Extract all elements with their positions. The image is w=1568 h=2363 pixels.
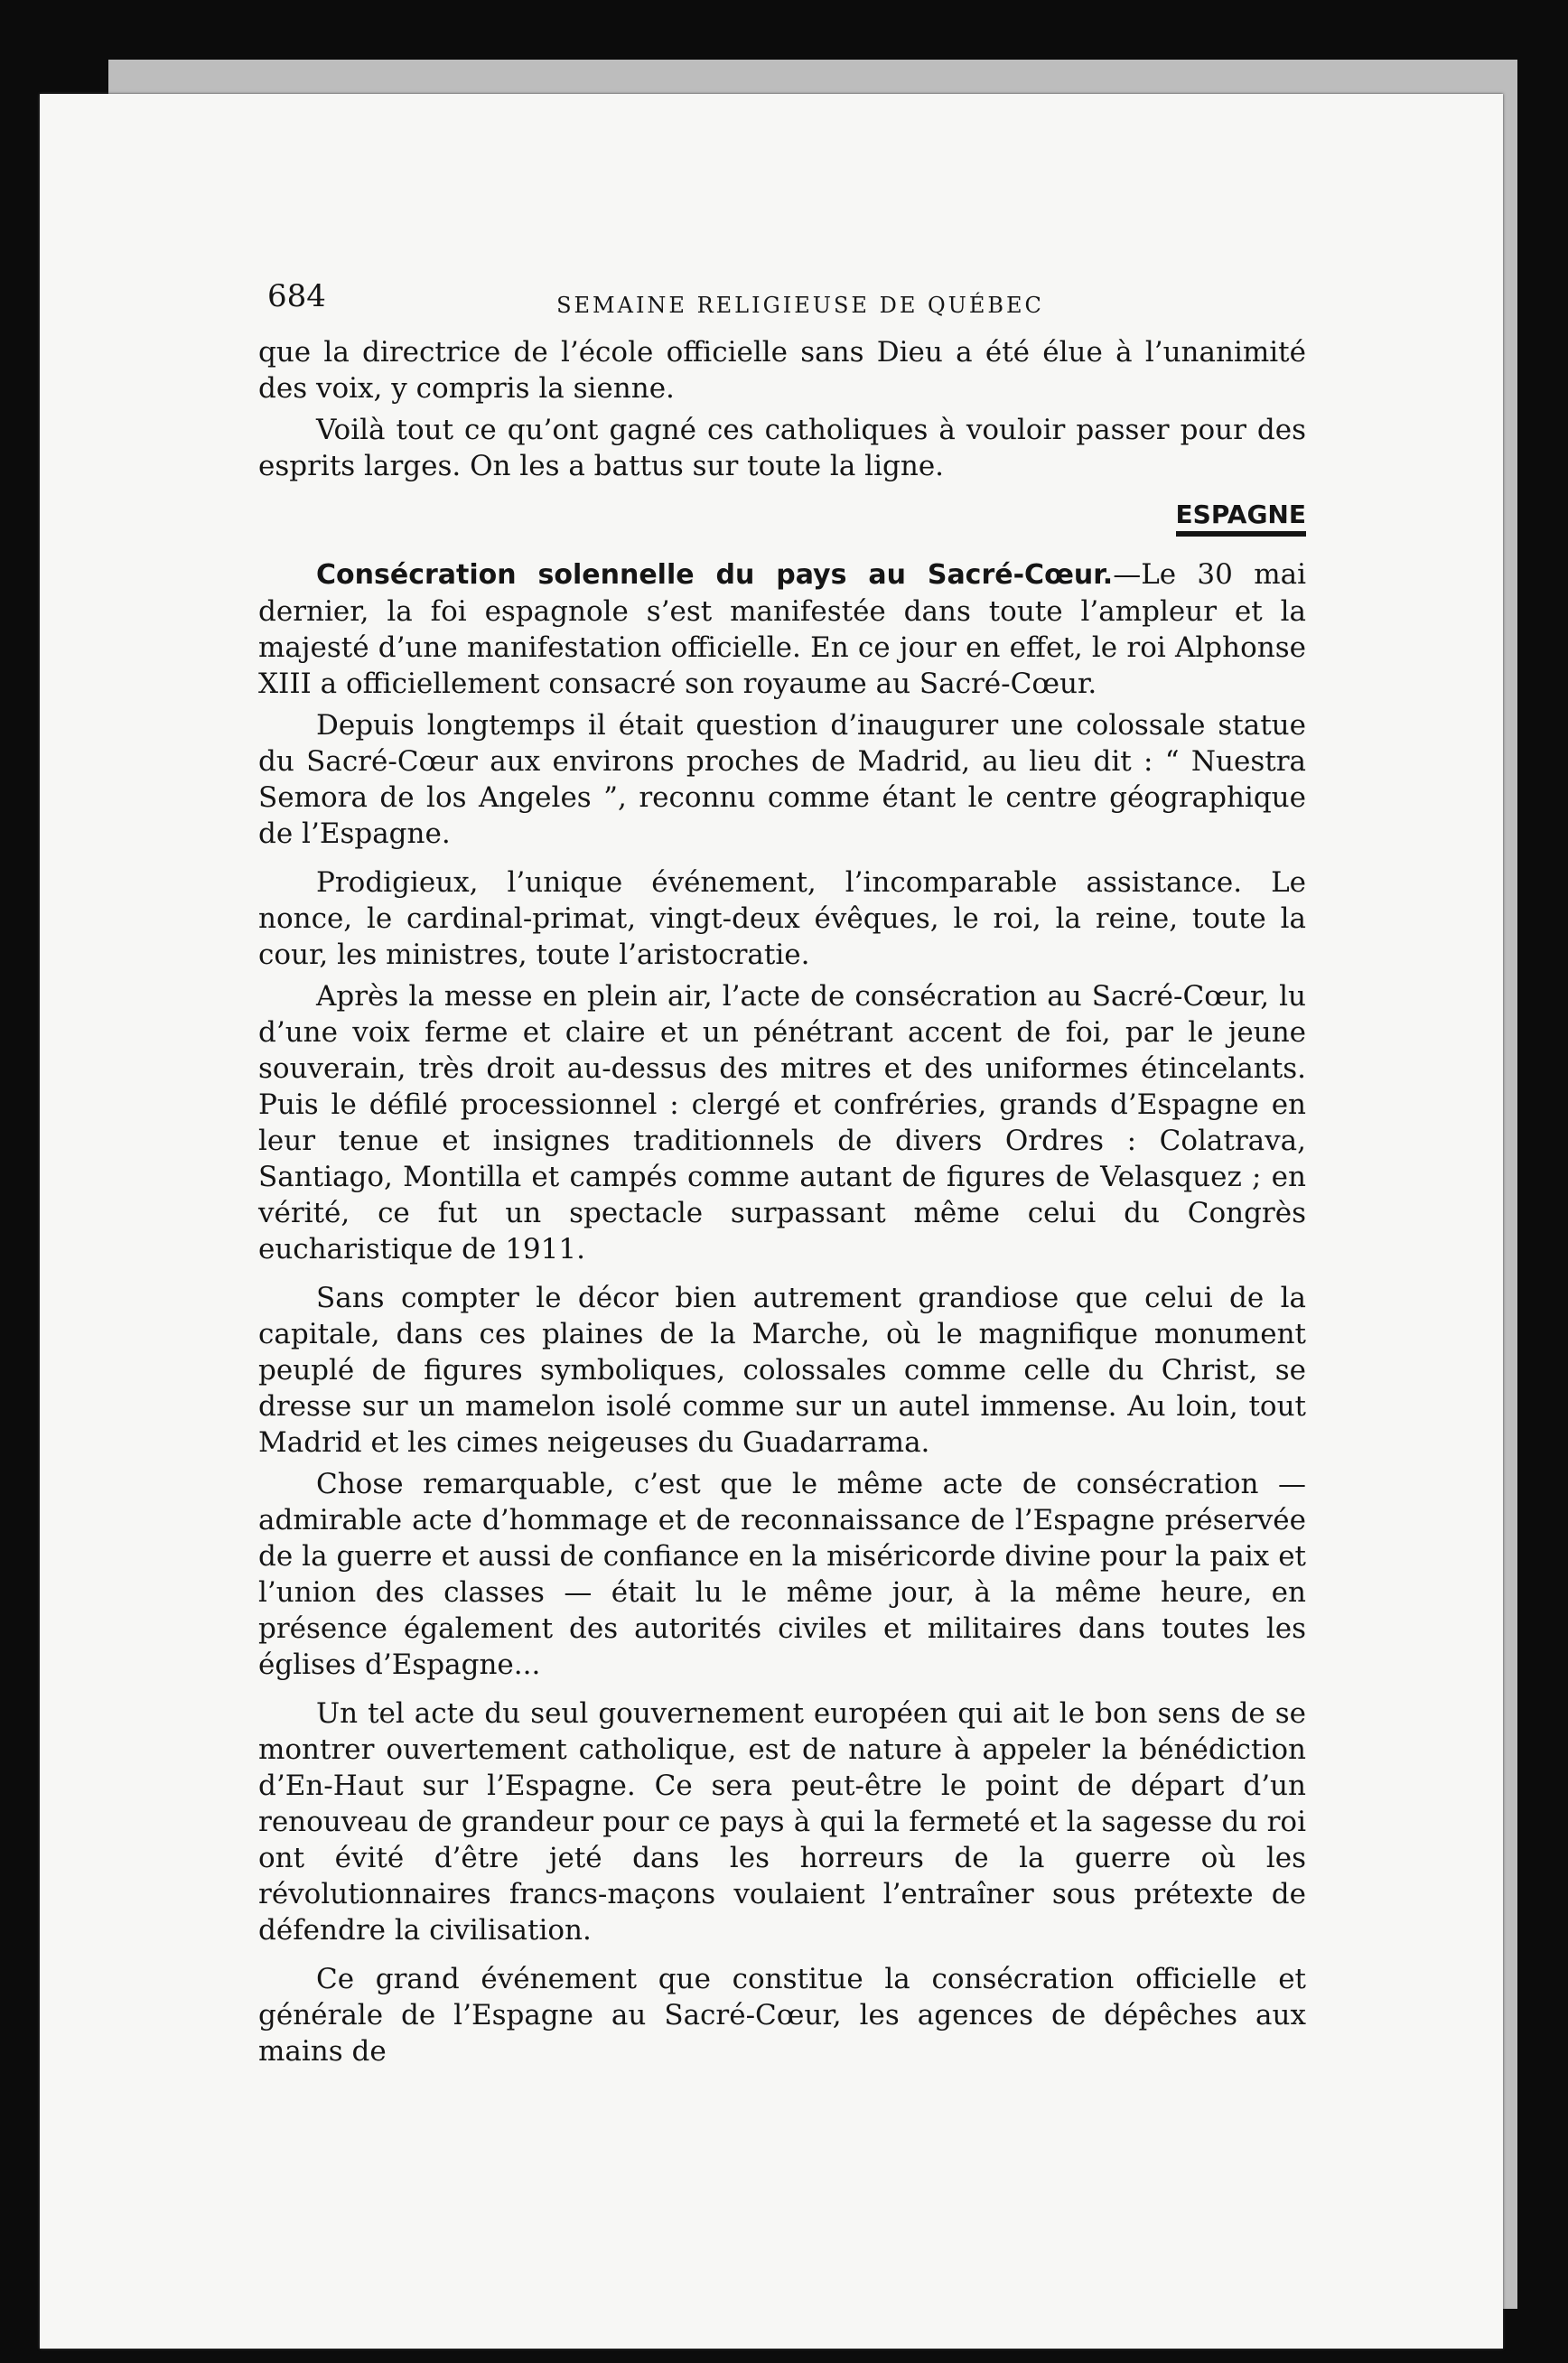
running-head [258,271,1306,325]
paragraph-continued: que la directrice de l’école officielle sans Dieu a été élue à l’unanimité des voix, y compris la sienne. [258,336,1306,405]
paragraph: Depuis longtemps il était question d’inaugurer une colossale statue du Sacré-Cœur aux environs proches de Madrid, au lieu dit : “ Nuestra Semora de los Angeles ”, reconnu comme étant le centre géographique de l’Espagne. [258,709,1306,850]
page-number: 684 [267,278,326,314]
paragraph: Voilà tout ce qu’ont gagné ces catholiques à vouloir passer pour des esprits larges. On les a battus sur toute la ligne. [258,414,1306,482]
paragraph: Chose remarquable, c’est que le même acte de consécration — admirable acte d’hommage et de reconnaissance de l’Espagne préservée de la guerre et aussi de confiance en la miséricorde divine pour la paix et l’union des classes — était lu le même jour, à la même heure, en présence également des autorités civiles et militaires dans toutes les églises d’Espagne... [258,1468,1306,1681]
paragraph: Après la messe en plein air, l’acte de consécration au Sacré-Cœur, lu d’une voix ferme et claire et un pénétrant accent de foi, par le jeune souverain, très droit au-dessus des mitres et des uniformes étincelants. Puis le défilé processionnel : clergé et confréries, grands d’Espagne en leur tenue et insignes traditionnels de divers Ordres : Colatrava, Santiago, Montilla et campés comme autant de figures de Velasquez ; en vérité, ce fut un spectacle surpassant même celui du Congrès eucharistique de 1911. [258,980,1306,1266]
page-content [258,271,1306,2075]
paragraph: Ce grand événement que constitue la consécration officielle et générale de l’Espagne au Sacré-Cœur, les agences de dépêches aux mains de [258,1963,1306,2068]
article-title: Consécration solennelle du pays au Sacré-Cœur. [316,559,1114,591]
paragraph-article-lead [258,556,1306,702]
paragraph: Prodigieux, l’unique événement, l’incomparable assistance. Le nonce, le cardinal-primat, vingt-deux évêques, le roi, la reine, toute la cour, les ministres, toute l’aristocratie. [258,866,1306,971]
journal-title: SEMAINE RELIGIEUSE DE QUÉBEC [556,293,1044,318]
paragraph: Sans compter le décor bien autrement grandiose que celui de la capitale, dans ces plaines de la Marche, où le magnifique monument peuplé de figures symboliques, colossales comme celle du Christ, se dresse sur un mamelon isolé comme sur un autel immense. Au loin, tout Madrid et les cimes neigeuses du Guadarrama. [258,1282,1306,1459]
article-lead-text: —Le 30 mai dernier, la foi espagnole s’est manifestée dans toute l’ampleur et la majesté d’une manifestation officielle. En ce jour en effet, le roi Alphonse XIII a officiellement consacré son royaume au Sacré-Cœur. [258,558,1306,700]
section-heading [258,497,1306,533]
section-heading-text: ESPAGNE [1176,500,1306,537]
paragraph: Un tel acte du seul gouvernement européen qui ait le bon sens de se montrer ouvertement catholique, est de nature à appeler la bénédiction d’En-Haut sur l’Espagne. Ce sera peut-être le point de départ d’un renouveau de grandeur pour ce pays à qui la fermeté et la sagesse du roi ont évité d’être jeté dans les horreurs de la guerre où les révolutionnaires francs-maçons voulaient l’entraîner sous prétexte de défendre la civilisation. [258,1697,1306,1947]
